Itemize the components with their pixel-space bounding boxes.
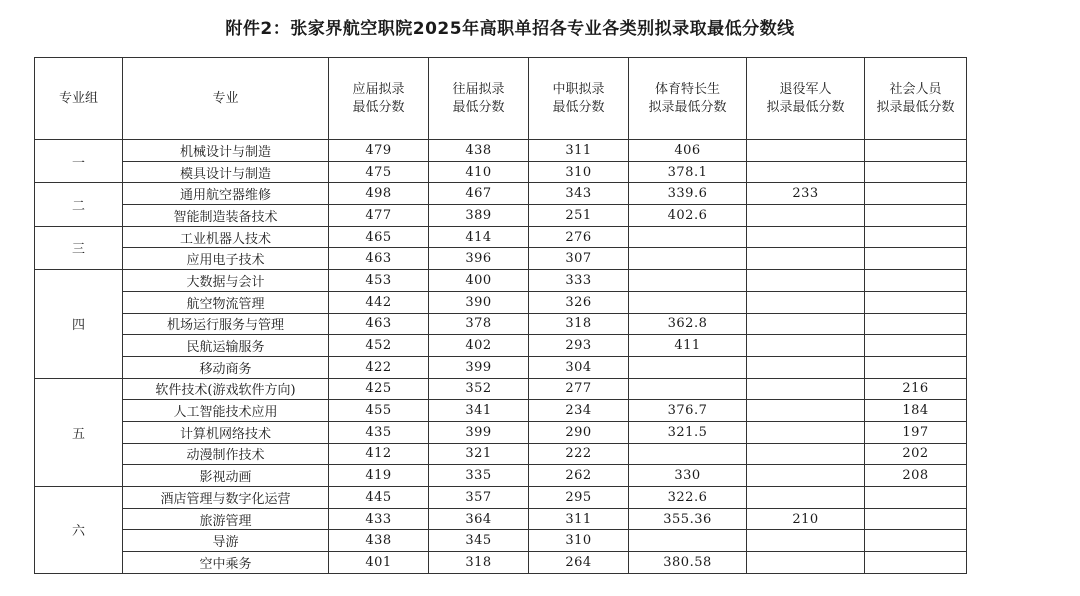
table-row bbox=[35, 421, 967, 443]
major-cell: 工业机器人技术 bbox=[123, 226, 329, 248]
major-cell: 软件技术(游戏软件方向) bbox=[123, 378, 329, 400]
previous-score-cell: 400 bbox=[429, 270, 529, 292]
social-score-cell bbox=[865, 487, 967, 509]
fresh-score-cell: 419 bbox=[329, 465, 429, 487]
vocational-score-cell: 333 bbox=[529, 270, 629, 292]
table-row bbox=[35, 465, 967, 487]
table-row bbox=[35, 487, 967, 509]
sports-score-cell: 380.58 bbox=[629, 552, 747, 574]
header-major: 专业 bbox=[123, 58, 329, 140]
vocational-score-cell: 326 bbox=[529, 291, 629, 313]
previous-score-cell: 345 bbox=[429, 530, 529, 552]
sports-score-cell bbox=[629, 443, 747, 465]
table-row bbox=[35, 161, 967, 183]
social-score-cell: 202 bbox=[865, 443, 967, 465]
header-group: 专业组 bbox=[35, 58, 123, 140]
veteran-score-cell: 233 bbox=[747, 183, 865, 205]
table-row bbox=[35, 443, 967, 465]
vocational-score-cell: 293 bbox=[529, 335, 629, 357]
previous-score-cell: 389 bbox=[429, 205, 529, 227]
previous-score-cell: 410 bbox=[429, 161, 529, 183]
major-cell: 大数据与会计 bbox=[123, 270, 329, 292]
major-cell: 影视动画 bbox=[123, 465, 329, 487]
table-row bbox=[35, 335, 967, 357]
major-cell: 移动商务 bbox=[123, 356, 329, 378]
previous-score-cell: 321 bbox=[429, 443, 529, 465]
veteran-score-cell bbox=[747, 270, 865, 292]
header-social: 社会人员 拟录最低分数 bbox=[865, 58, 967, 140]
table-row bbox=[35, 508, 967, 530]
social-score-cell bbox=[865, 161, 967, 183]
previous-score-cell: 399 bbox=[429, 421, 529, 443]
table-row bbox=[35, 356, 967, 378]
major-cell: 应用电子技术 bbox=[123, 248, 329, 270]
vocational-score-cell: 295 bbox=[529, 487, 629, 509]
previous-score-cell: 390 bbox=[429, 291, 529, 313]
page-title: 附件2：张家界航空职院2025年高职单招各专业各类别拟录取最低分数线 bbox=[225, 19, 795, 39]
sports-score-cell: 411 bbox=[629, 335, 747, 357]
table-row bbox=[35, 313, 967, 335]
sports-score-cell bbox=[629, 226, 747, 248]
vocational-score-cell: 234 bbox=[529, 400, 629, 422]
sports-score-cell bbox=[629, 378, 747, 400]
sports-score-cell: 402.6 bbox=[629, 205, 747, 227]
veteran-score-cell bbox=[747, 140, 865, 162]
sports-score-cell: 378.1 bbox=[629, 161, 747, 183]
fresh-score-cell: 475 bbox=[329, 161, 429, 183]
fresh-score-cell: 422 bbox=[329, 356, 429, 378]
veteran-score-cell bbox=[747, 313, 865, 335]
veteran-score-cell bbox=[747, 552, 865, 574]
vocational-score-cell: 311 bbox=[529, 508, 629, 530]
sports-score-cell bbox=[629, 270, 747, 292]
major-cell: 民航运输服务 bbox=[123, 335, 329, 357]
table-row bbox=[35, 400, 967, 422]
vocational-score-cell: 311 bbox=[529, 140, 629, 162]
table-row bbox=[35, 270, 967, 292]
veteran-score-cell bbox=[747, 226, 865, 248]
vocational-score-cell: 290 bbox=[529, 421, 629, 443]
major-cell: 动漫制作技术 bbox=[123, 443, 329, 465]
veteran-score-cell: 210 bbox=[747, 508, 865, 530]
vocational-score-cell: 310 bbox=[529, 530, 629, 552]
major-cell: 通用航空器维修 bbox=[123, 183, 329, 205]
header-previous: 往届拟录 最低分数 bbox=[429, 58, 529, 140]
fresh-score-cell: 463 bbox=[329, 313, 429, 335]
veteran-score-cell bbox=[747, 248, 865, 270]
sports-score-cell bbox=[629, 248, 747, 270]
previous-score-cell: 414 bbox=[429, 226, 529, 248]
social-score-cell bbox=[865, 356, 967, 378]
sports-score-cell: 322.6 bbox=[629, 487, 747, 509]
previous-score-cell: 438 bbox=[429, 140, 529, 162]
veteran-score-cell bbox=[747, 443, 865, 465]
fresh-score-cell: 455 bbox=[329, 400, 429, 422]
previous-score-cell: 402 bbox=[429, 335, 529, 357]
header-sports: 体育特长生 拟录最低分数 bbox=[629, 58, 747, 140]
previous-score-cell: 378 bbox=[429, 313, 529, 335]
major-cell: 酒店管理与数字化运营 bbox=[123, 487, 329, 509]
previous-score-cell: 357 bbox=[429, 487, 529, 509]
previous-score-cell: 467 bbox=[429, 183, 529, 205]
veteran-score-cell bbox=[747, 378, 865, 400]
sports-score-cell: 406 bbox=[629, 140, 747, 162]
major-cell: 旅游管理 bbox=[123, 508, 329, 530]
fresh-score-cell: 442 bbox=[329, 291, 429, 313]
fresh-score-cell: 465 bbox=[329, 226, 429, 248]
sports-score-cell: 330 bbox=[629, 465, 747, 487]
veteran-score-cell bbox=[747, 421, 865, 443]
social-score-cell: 216 bbox=[865, 378, 967, 400]
previous-score-cell: 396 bbox=[429, 248, 529, 270]
veteran-score-cell bbox=[747, 291, 865, 313]
social-score-cell: 197 bbox=[865, 421, 967, 443]
major-cell: 计算机网络技术 bbox=[123, 421, 329, 443]
previous-score-cell: 352 bbox=[429, 378, 529, 400]
vocational-score-cell: 310 bbox=[529, 161, 629, 183]
vocational-score-cell: 277 bbox=[529, 378, 629, 400]
header-fresh: 应届拟录 最低分数 bbox=[329, 58, 429, 140]
table-row bbox=[35, 378, 967, 400]
table-row bbox=[35, 183, 967, 205]
group-cell: 五 bbox=[35, 378, 123, 486]
fresh-score-cell: 401 bbox=[329, 552, 429, 574]
fresh-score-cell: 452 bbox=[329, 335, 429, 357]
sports-score-cell: 339.6 bbox=[629, 183, 747, 205]
table-body bbox=[35, 140, 967, 574]
table-row bbox=[35, 226, 967, 248]
social-score-cell bbox=[865, 183, 967, 205]
group-cell: 一 bbox=[35, 140, 123, 183]
vocational-score-cell: 318 bbox=[529, 313, 629, 335]
vocational-score-cell: 251 bbox=[529, 205, 629, 227]
vocational-score-cell: 264 bbox=[529, 552, 629, 574]
table-row bbox=[35, 530, 967, 552]
previous-score-cell: 399 bbox=[429, 356, 529, 378]
sports-score-cell bbox=[629, 530, 747, 552]
fresh-score-cell: 477 bbox=[329, 205, 429, 227]
social-score-cell bbox=[865, 140, 967, 162]
fresh-score-cell: 479 bbox=[329, 140, 429, 162]
vocational-score-cell: 222 bbox=[529, 443, 629, 465]
vocational-score-cell: 304 bbox=[529, 356, 629, 378]
social-score-cell bbox=[865, 205, 967, 227]
veteran-score-cell bbox=[747, 400, 865, 422]
social-score-cell bbox=[865, 248, 967, 270]
vocational-score-cell: 343 bbox=[529, 183, 629, 205]
previous-score-cell: 341 bbox=[429, 400, 529, 422]
veteran-score-cell bbox=[747, 356, 865, 378]
group-cell: 四 bbox=[35, 270, 123, 378]
fresh-score-cell: 438 bbox=[329, 530, 429, 552]
major-cell: 机械设计与制造 bbox=[123, 140, 329, 162]
fresh-score-cell: 435 bbox=[329, 421, 429, 443]
fresh-score-cell: 453 bbox=[329, 270, 429, 292]
major-cell: 智能制造装备技术 bbox=[123, 205, 329, 227]
social-score-cell: 208 bbox=[865, 465, 967, 487]
header-veteran: 退役军人 拟录最低分数 bbox=[747, 58, 865, 140]
social-score-cell bbox=[865, 508, 967, 530]
major-cell: 机场运行服务与管理 bbox=[123, 313, 329, 335]
fresh-score-cell: 412 bbox=[329, 443, 429, 465]
veteran-score-cell bbox=[747, 205, 865, 227]
group-cell: 二 bbox=[35, 183, 123, 226]
fresh-score-cell: 445 bbox=[329, 487, 429, 509]
social-score-cell bbox=[865, 226, 967, 248]
vocational-score-cell: 262 bbox=[529, 465, 629, 487]
table-row bbox=[35, 552, 967, 574]
social-score-cell: 184 bbox=[865, 400, 967, 422]
fresh-score-cell: 463 bbox=[329, 248, 429, 270]
social-score-cell bbox=[865, 335, 967, 357]
major-cell: 人工智能技术应用 bbox=[123, 400, 329, 422]
veteran-score-cell bbox=[747, 487, 865, 509]
group-cell: 六 bbox=[35, 487, 123, 574]
group-cell: 三 bbox=[35, 226, 123, 269]
social-score-cell bbox=[865, 270, 967, 292]
header-row bbox=[35, 58, 967, 140]
veteran-score-cell bbox=[747, 465, 865, 487]
sports-score-cell: 321.5 bbox=[629, 421, 747, 443]
table-row bbox=[35, 291, 967, 313]
table-row bbox=[35, 140, 967, 162]
major-cell: 航空物流管理 bbox=[123, 291, 329, 313]
previous-score-cell: 335 bbox=[429, 465, 529, 487]
social-score-cell bbox=[865, 552, 967, 574]
major-cell: 空中乘务 bbox=[123, 552, 329, 574]
vocational-score-cell: 276 bbox=[529, 226, 629, 248]
table-row bbox=[35, 248, 967, 270]
table-row bbox=[35, 205, 967, 227]
sports-score-cell: 376.7 bbox=[629, 400, 747, 422]
veteran-score-cell bbox=[747, 161, 865, 183]
veteran-score-cell bbox=[747, 530, 865, 552]
major-cell: 模具设计与制造 bbox=[123, 161, 329, 183]
admission-score-table bbox=[34, 57, 967, 574]
veteran-score-cell bbox=[747, 335, 865, 357]
previous-score-cell: 364 bbox=[429, 508, 529, 530]
fresh-score-cell: 498 bbox=[329, 183, 429, 205]
fresh-score-cell: 433 bbox=[329, 508, 429, 530]
header-vocational: 中职拟录 最低分数 bbox=[529, 58, 629, 140]
vocational-score-cell: 307 bbox=[529, 248, 629, 270]
sports-score-cell bbox=[629, 356, 747, 378]
social-score-cell bbox=[865, 530, 967, 552]
social-score-cell bbox=[865, 291, 967, 313]
sports-score-cell: 355.36 bbox=[629, 508, 747, 530]
previous-score-cell: 318 bbox=[429, 552, 529, 574]
fresh-score-cell: 425 bbox=[329, 378, 429, 400]
social-score-cell bbox=[865, 313, 967, 335]
sports-score-cell bbox=[629, 291, 747, 313]
sports-score-cell: 362.8 bbox=[629, 313, 747, 335]
major-cell: 导游 bbox=[123, 530, 329, 552]
